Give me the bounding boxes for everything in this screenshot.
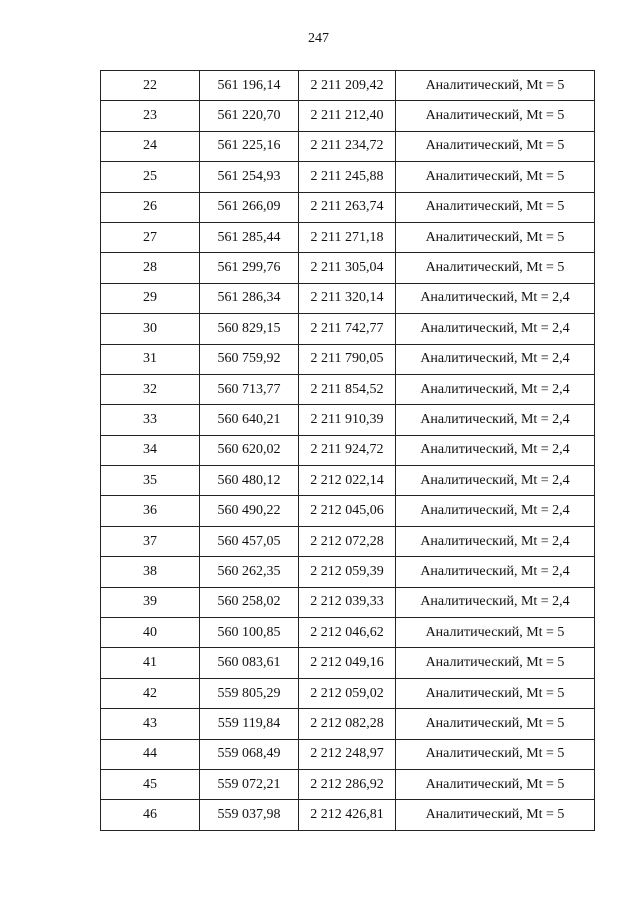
point-number: 43	[101, 709, 200, 739]
determination-method: Аналитический, Mt = 5	[396, 101, 595, 131]
determination-method: Аналитический, Mt = 2,4	[396, 374, 595, 404]
determination-method: Аналитический, Mt = 5	[396, 222, 595, 252]
coordinates-table-body	[101, 71, 595, 831]
determination-method: Аналитический, Mt = 2,4	[396, 405, 595, 435]
determination-method: Аналитический, Mt = 2,4	[396, 557, 595, 587]
determination-method: Аналитический, Mt = 5	[396, 71, 595, 101]
point-number: 33	[101, 405, 200, 435]
coordinate-x: 561 196,14	[200, 71, 299, 101]
determination-method: Аналитический, Mt = 5	[396, 709, 595, 739]
point-number: 39	[101, 587, 200, 617]
table-row	[101, 800, 595, 830]
coordinate-y: 2 211 245,88	[299, 162, 396, 192]
determination-method: Аналитический, Mt = 5	[396, 162, 595, 192]
table-row	[101, 466, 595, 496]
coordinate-y: 2 212 426,81	[299, 800, 396, 830]
point-number: 26	[101, 192, 200, 222]
determination-method: Аналитический, Mt = 2,4	[396, 344, 595, 374]
coordinate-x: 560 829,15	[200, 314, 299, 344]
coordinate-x: 559 072,21	[200, 769, 299, 799]
coordinate-y: 2 212 082,28	[299, 709, 396, 739]
table-row	[101, 162, 595, 192]
table-row	[101, 283, 595, 313]
point-number: 44	[101, 739, 200, 769]
coordinate-x: 560 457,05	[200, 526, 299, 556]
coordinate-x: 560 258,02	[200, 587, 299, 617]
determination-method: Аналитический, Mt = 2,4	[396, 587, 595, 617]
point-number: 40	[101, 618, 200, 648]
determination-method: Аналитический, Mt = 2,4	[396, 496, 595, 526]
coordinate-y: 2 211 212,40	[299, 101, 396, 131]
coordinate-x: 560 100,85	[200, 618, 299, 648]
table-row	[101, 131, 595, 161]
coordinate-y: 2 212 248,97	[299, 739, 396, 769]
coordinate-y: 2 212 059,02	[299, 678, 396, 708]
table-row	[101, 769, 595, 799]
determination-method: Аналитический, Mt = 5	[396, 131, 595, 161]
point-number: 38	[101, 557, 200, 587]
coordinate-y: 2 211 271,18	[299, 222, 396, 252]
coordinate-x: 561 220,70	[200, 101, 299, 131]
point-number: 24	[101, 131, 200, 161]
coordinate-y: 2 211 263,74	[299, 192, 396, 222]
point-number: 36	[101, 496, 200, 526]
table-row	[101, 709, 595, 739]
coordinate-y: 2 211 234,72	[299, 131, 396, 161]
coordinate-y: 2 212 049,16	[299, 648, 396, 678]
table-row	[101, 344, 595, 374]
determination-method: Аналитический, Mt = 5	[396, 618, 595, 648]
coordinate-x: 559 037,98	[200, 800, 299, 830]
table-row	[101, 222, 595, 252]
coordinate-y: 2 212 072,28	[299, 526, 396, 556]
table-row	[101, 71, 595, 101]
coordinate-y: 2 212 039,33	[299, 587, 396, 617]
determination-method: Аналитический, Mt = 5	[396, 678, 595, 708]
determination-method: Аналитический, Mt = 2,4	[396, 283, 595, 313]
point-number: 27	[101, 222, 200, 252]
coordinate-x: 559 068,49	[200, 739, 299, 769]
point-number: 29	[101, 283, 200, 313]
coordinate-x: 560 083,61	[200, 648, 299, 678]
point-number: 22	[101, 71, 200, 101]
table-row	[101, 496, 595, 526]
coordinate-y: 2 211 790,05	[299, 344, 396, 374]
coordinate-x: 560 262,35	[200, 557, 299, 587]
point-number: 45	[101, 769, 200, 799]
coordinate-y: 2 211 924,72	[299, 435, 396, 465]
table-row	[101, 253, 595, 283]
table-row	[101, 374, 595, 404]
determination-method: Аналитический, Mt = 5	[396, 192, 595, 222]
determination-method: Аналитический, Mt = 2,4	[396, 526, 595, 556]
coordinate-x: 561 286,34	[200, 283, 299, 313]
coordinate-y: 2 212 022,14	[299, 466, 396, 496]
point-number: 25	[101, 162, 200, 192]
table-row	[101, 101, 595, 131]
table-row	[101, 648, 595, 678]
table-row	[101, 192, 595, 222]
coordinate-y: 2 211 910,39	[299, 405, 396, 435]
coordinate-x: 559 119,84	[200, 709, 299, 739]
point-number: 34	[101, 435, 200, 465]
coordinate-x: 561 285,44	[200, 222, 299, 252]
point-number: 37	[101, 526, 200, 556]
determination-method: Аналитический, Mt = 2,4	[396, 314, 595, 344]
coordinate-y: 2 211 209,42	[299, 71, 396, 101]
determination-method: Аналитический, Mt = 5	[396, 769, 595, 799]
table-row	[101, 587, 595, 617]
coordinate-x: 559 805,29	[200, 678, 299, 708]
table-row	[101, 678, 595, 708]
point-number: 35	[101, 466, 200, 496]
table-row	[101, 405, 595, 435]
point-number: 41	[101, 648, 200, 678]
determination-method: Аналитический, Mt = 5	[396, 253, 595, 283]
page-number: 247	[308, 31, 329, 46]
coordinate-y: 2 212 045,06	[299, 496, 396, 526]
determination-method: Аналитический, Mt = 5	[396, 648, 595, 678]
table-row	[101, 557, 595, 587]
point-number: 23	[101, 101, 200, 131]
coordinates-table	[100, 70, 595, 831]
coordinate-x: 560 713,77	[200, 374, 299, 404]
determination-method: Аналитический, Mt = 5	[396, 800, 595, 830]
coordinate-y: 2 212 286,92	[299, 769, 396, 799]
coordinate-x: 560 759,92	[200, 344, 299, 374]
coordinate-x: 561 225,16	[200, 131, 299, 161]
coordinate-x: 561 266,09	[200, 192, 299, 222]
table-row	[101, 618, 595, 648]
determination-method: Аналитический, Mt = 2,4	[396, 435, 595, 465]
determination-method: Аналитический, Mt = 2,4	[396, 466, 595, 496]
point-number: 28	[101, 253, 200, 283]
coordinate-x: 560 620,02	[200, 435, 299, 465]
table-row	[101, 314, 595, 344]
coordinate-y: 2 212 059,39	[299, 557, 396, 587]
coordinate-x: 560 480,12	[200, 466, 299, 496]
coordinate-x: 560 490,22	[200, 496, 299, 526]
table-row	[101, 739, 595, 769]
point-number: 42	[101, 678, 200, 708]
coordinate-x: 560 640,21	[200, 405, 299, 435]
table-row	[101, 526, 595, 556]
coordinate-y: 2 211 305,04	[299, 253, 396, 283]
point-number: 46	[101, 800, 200, 830]
coordinate-x: 561 254,93	[200, 162, 299, 192]
coordinate-y: 2 211 742,77	[299, 314, 396, 344]
coordinate-y: 2 211 854,52	[299, 374, 396, 404]
table-row	[101, 435, 595, 465]
point-number: 30	[101, 314, 200, 344]
determination-method: Аналитический, Mt = 5	[396, 739, 595, 769]
coordinate-y: 2 212 046,62	[299, 618, 396, 648]
point-number: 31	[101, 344, 200, 374]
coordinate-x: 561 299,76	[200, 253, 299, 283]
point-number: 32	[101, 374, 200, 404]
coordinate-y: 2 211 320,14	[299, 283, 396, 313]
